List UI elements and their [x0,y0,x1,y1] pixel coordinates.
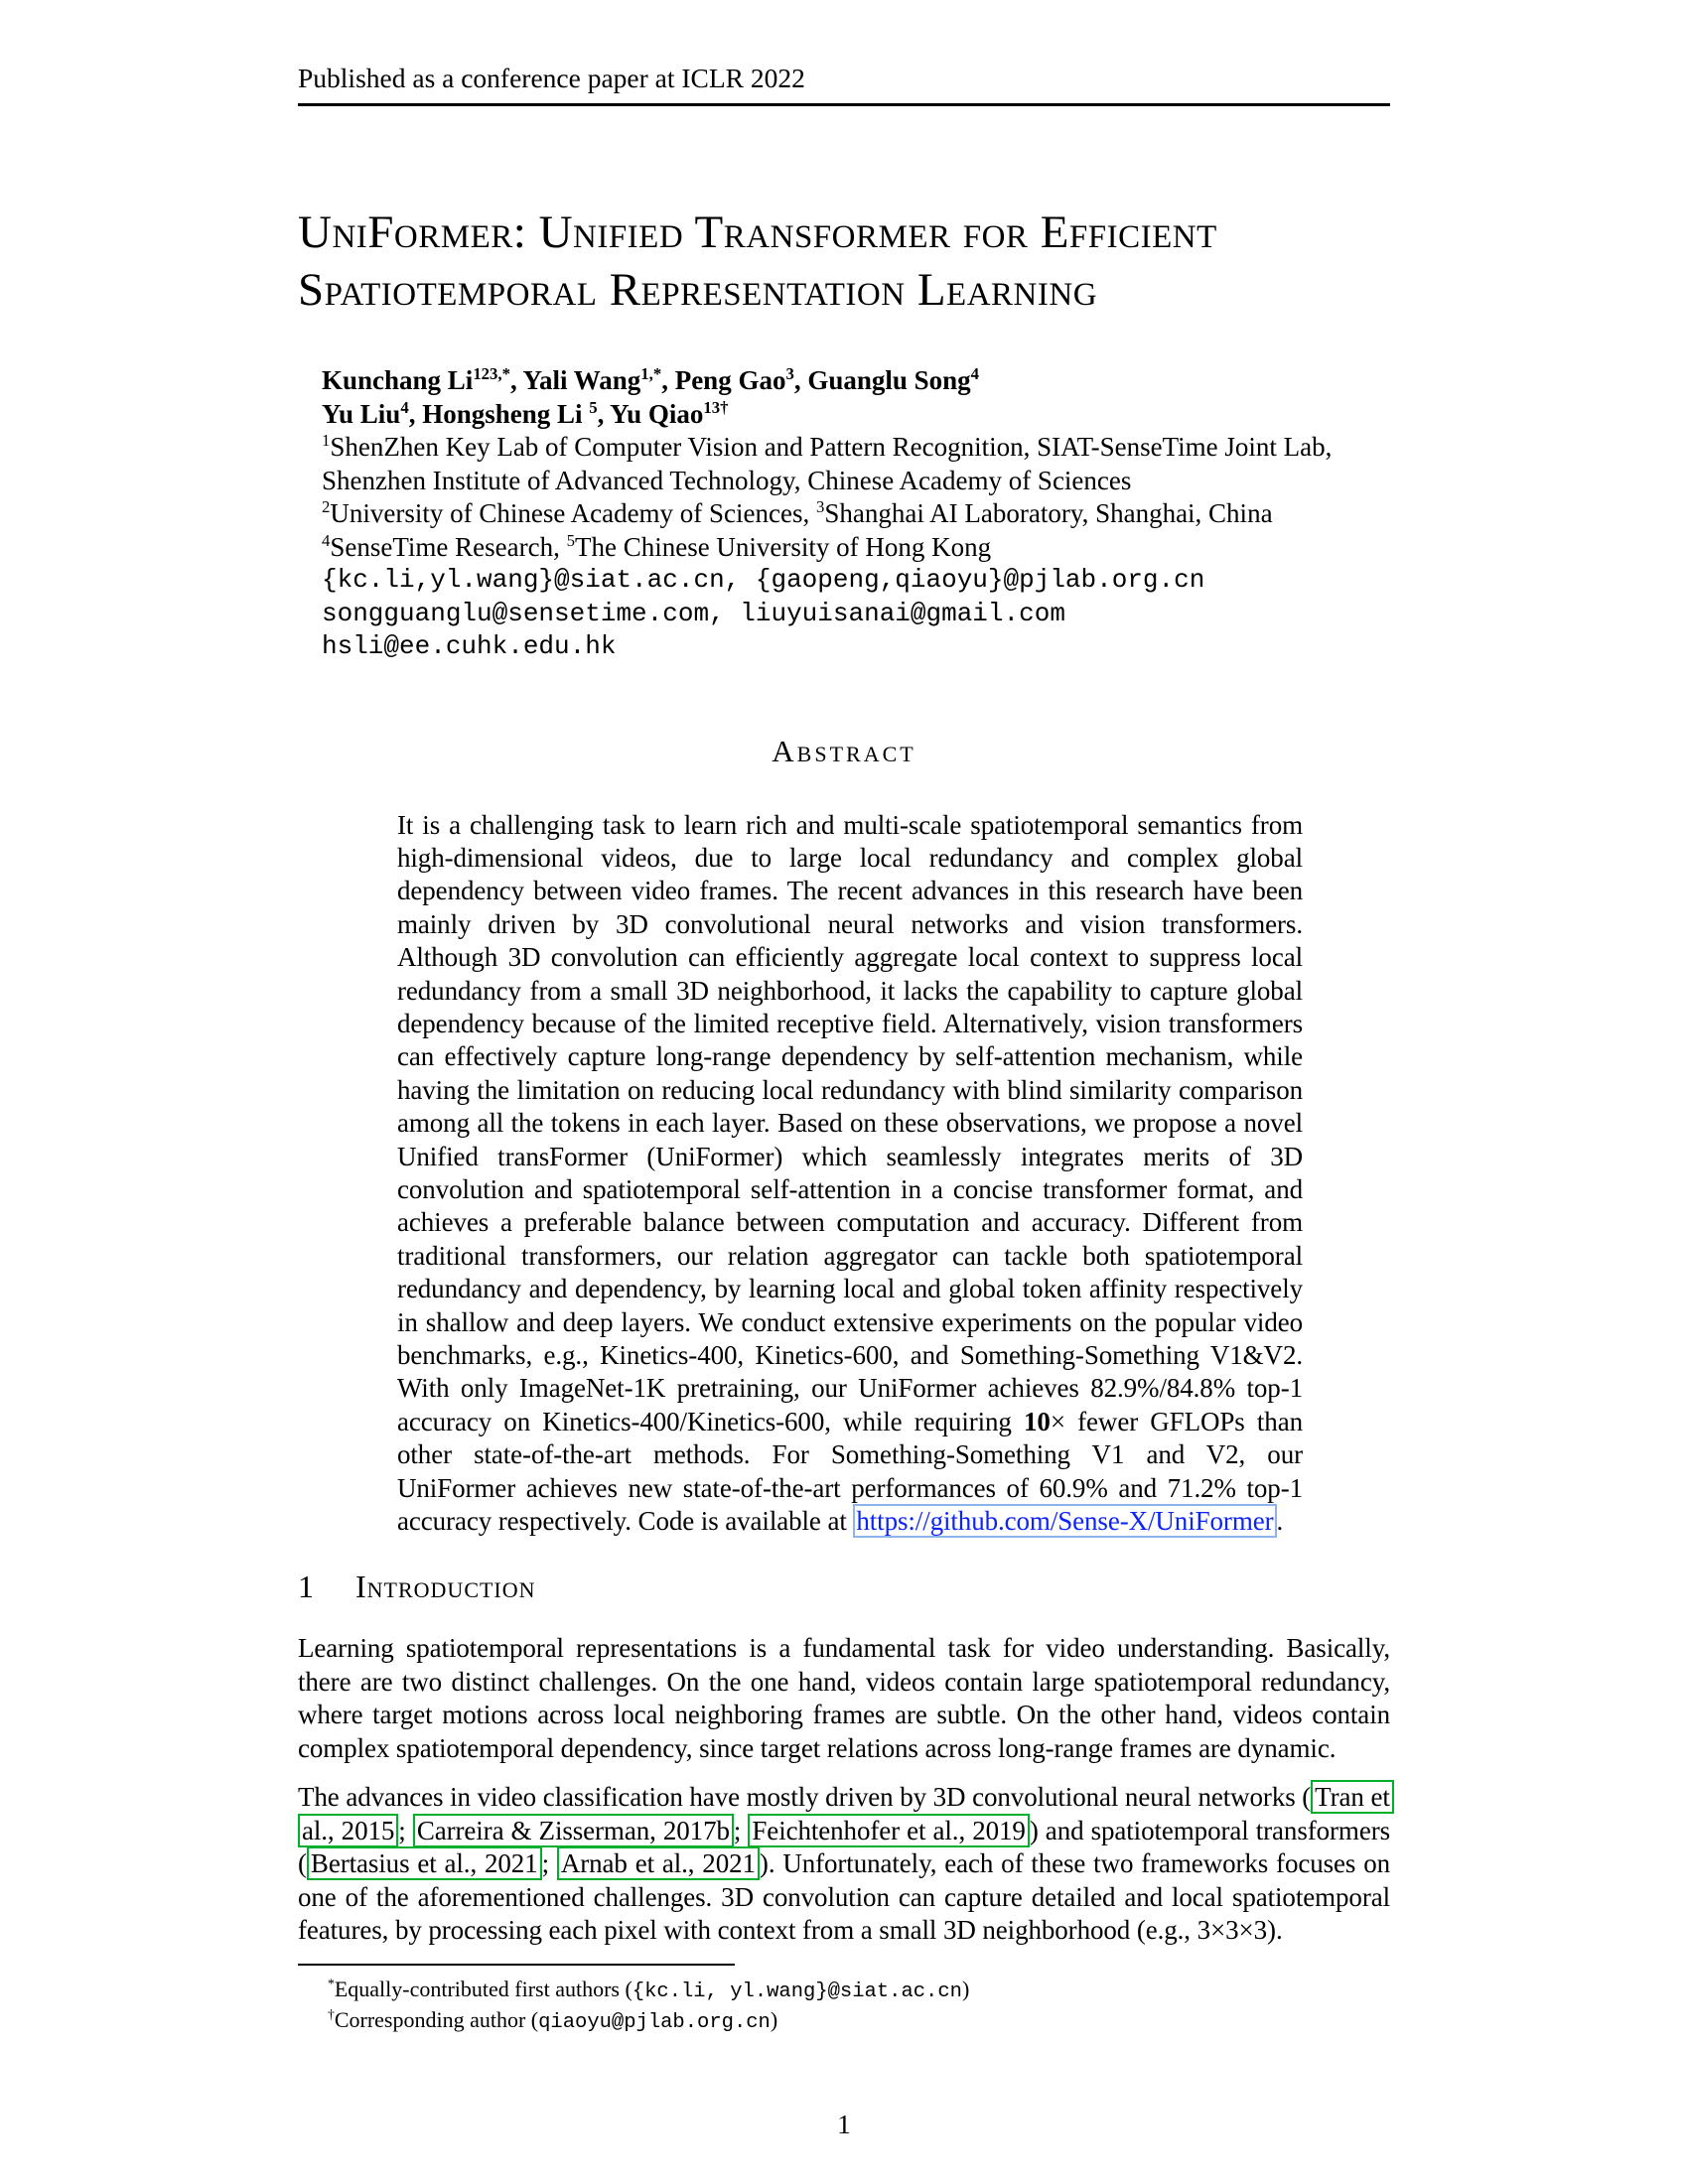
citation-link-arnab-2021[interactable]: Arnab et al., 2021 [557,1846,760,1880]
author-separator: , [793,365,808,395]
author-name: Yu Liu [322,398,401,429]
footnote-block [298,1964,1390,2036]
section-1-heading [298,1567,1390,1606]
author-affiliation-marks: 4 [970,364,980,383]
affiliation-number: 3 [816,497,825,516]
section-title: Introduction [355,1569,536,1604]
abstract-body: . [1276,1506,1284,1537]
footnote-text: ) [961,1977,970,2001]
author-affiliation-marks: 123,* [473,364,510,383]
introduction-section [298,1567,1390,1948]
intro-paragraph-2 [298,1781,1390,1948]
footnote-rule [298,1964,735,1966]
footnote-1 [298,1976,1390,2006]
author-name: Peng Gao [674,365,786,395]
affiliation-text: Shanghai AI Laboratory, Shanghai, China [824,498,1273,528]
author-name: Yali Wang [522,365,641,395]
affiliation-text: SenseTime Research, [330,531,567,562]
affiliation-text: The Chinese University of Hong Kong [574,531,992,562]
paragraph-text: ; [733,1815,749,1845]
page-number: 1 [837,2109,851,2139]
author-name: Yu Qiao [610,398,704,429]
title-line-1: UniFormer: Unified Transformer for Efficient [298,206,1217,258]
affiliation-line-3 [322,531,1390,565]
footnote-marker: * [328,1976,335,1991]
author-separator: , [597,398,611,429]
author-affiliation-marks: 1,* [640,364,662,383]
footnote-text: Equally-contributed first authors ( [334,1977,633,2001]
abstract-text [397,809,1303,1539]
footnote-text: ) [770,2006,778,2032]
paragraph-text: The advances in video classification have mostly driven by 3D convolutional neural networks ( [298,1782,1312,1812]
author-separator: , [661,365,675,395]
author-separator: , [408,398,423,429]
affiliation-number: 2 [322,497,331,516]
affiliation-number: 4 [322,530,331,550]
citation-link-tran-2015[interactable]: Tran et al., 2015 [298,1780,1394,1847]
citation-link-carreira-zisserman-2017b[interactable]: Carreira & Zisserman, 2017b [413,1814,734,1847]
paragraph-text: ) and spatiotemporal transformers ( [298,1815,1390,1878]
affiliation-line-2 [322,497,1390,531]
paragraph-text: ). Unfortunately, each of these two frameworks focuses on one of the aforementioned challenges. 3D convolution can capture detailed and local spatiotemporal features, by processing each pixel with context from a small 3D neighborhood (e.g., 3×3×3). [298,1848,1390,1945]
header-rule [298,103,1390,106]
author-affiliation-marks: 13† [703,397,729,417]
affiliation-text: ShenZhen Key Lab of Computer Vision and Pattern Recognition, SIAT-SenseTime Joint Lab, Shenzhen Institute of Advanced Technology, Chinese Academy of Sciences [322,432,1333,495]
affiliation-text: University of Chinese Academy of Sciences, [330,498,817,528]
github-link[interactable]: https://github.com/Sense-X/UniFormer [853,1504,1276,1538]
bold-gflops-value: 10 [1024,1406,1051,1436]
footnote-text: Corresponding author ( [334,2006,539,2032]
email-line-2: songguanglu@sensetime.com, liuyuisanai@gmail.com [322,598,1065,628]
abstract-body: It is a challenging task to learn rich and multi-scale spatiotemporal semantics from high-dimensional videos, due to large local redundancy and complex global dependency between video frames. The recent advances in this research have been mainly driven by 3D convolutional neural networks and vision transformers. Although 3D convolution can efficiently aggregate local context to suppress local redundancy from a small 3D neighborhood, it lacks the capability to capture global dependency because of the limited receptive field. Alternatively, vision transformers can effectively capture long-range dependency by self-attention mechanism, while having the limitation on reducing local redundancy with blind similarity comparison among all the tokens in each layer. Based on these observations, we propose a novel Unified transFormer (UniFormer) which seamlessly integrates merits of 3D convolution and spatiotemporal self-attention in a concise transformer format, and achieves a preferable balance between computation and accuracy. Different from traditional transformers, our relation aggregator can tackle both spatiotemporal redundancy and dependency, by learning local and global token affinity respectively in shallow and deep layers. We conduct extensive experiments on the popular video benchmarks, e.g., Kinetics-400, Kinetics-600, and Something-Something V1&V2. With only ImageNet-1K pretraining, our UniFormer achieves 82.9%/84.8% top-1 accuracy on Kinetics-400/Kinetics-600, while requiring [397,809,1303,1436]
author-name: Guanglu Song [807,365,971,395]
author-separator: , [509,365,523,395]
intro-paragraph-1: Learning spatiotemporal representations is a fundamental task for video understanding. Basically, there are two distinct challenges. On the one hand, videos contain large spatiotemporal redundancy, where target motions across local neighboring frames are subtle. On the other hand, videos contain complex spatiotemporal dependency, since target relations across long-range frames are dynamic. [298,1633,1390,1763]
running-header: Published as a conference paper at ICLR 2022 [298,63,805,93]
author-name: Kunchang Li [322,365,474,395]
section-number: 1 [298,1569,314,1604]
main-text-column [298,62,1390,1538]
author-affiliation-marks: 5 [589,397,598,417]
affiliation-number: 1 [322,431,331,450]
email-line-3: hsli@ee.cuhk.edu.hk [322,631,617,661]
author-name: Hongsheng Li [422,398,590,429]
author-block [298,364,1390,664]
paragraph-text: ; [398,1815,413,1845]
title-line-2: Spatiotemporal Representation Learning [298,264,1098,316]
paper-title [298,204,1390,319]
footnote-email: {kc.li, yl.wang}@siat.ac.cn [632,1980,962,2003]
footnote-email: qiaoyu@pjlab.org.cn [538,2010,771,2034]
abstract-heading: Abstract [772,733,916,768]
citation-link-feichtenhofer-2019[interactable]: Feichtenhofer et al., 2019 [748,1814,1029,1847]
abstract-body: × fewer GFLOPs than other state-of-the-art methods. For Something-Something V1 and V2, our UniFormer achieves new state-of-the-art performances of 60.9% and 71.2% top-1 accuracy respectively. Code is available at [397,1406,1303,1537]
author-affiliation-marks: 4 [400,397,409,417]
author-row-1 [322,364,1390,398]
author-affiliation-marks: 3 [785,364,794,383]
footnote-2 [298,2006,1390,2037]
paragraph-text: ; [541,1848,557,1878]
footnote-marker: † [328,2006,335,2022]
email-line-1: {kc.li,yl.wang}@siat.ac.cn, {gaopeng,qiaoyu}@pjlab.org.cn [322,565,1205,595]
citation-link-bertasius-2021[interactable]: Bertasius et al., 2021 [307,1846,542,1880]
affiliation-number: 5 [566,530,575,550]
author-row-2 [322,398,1390,432]
affiliation-line-1 [322,431,1390,497]
